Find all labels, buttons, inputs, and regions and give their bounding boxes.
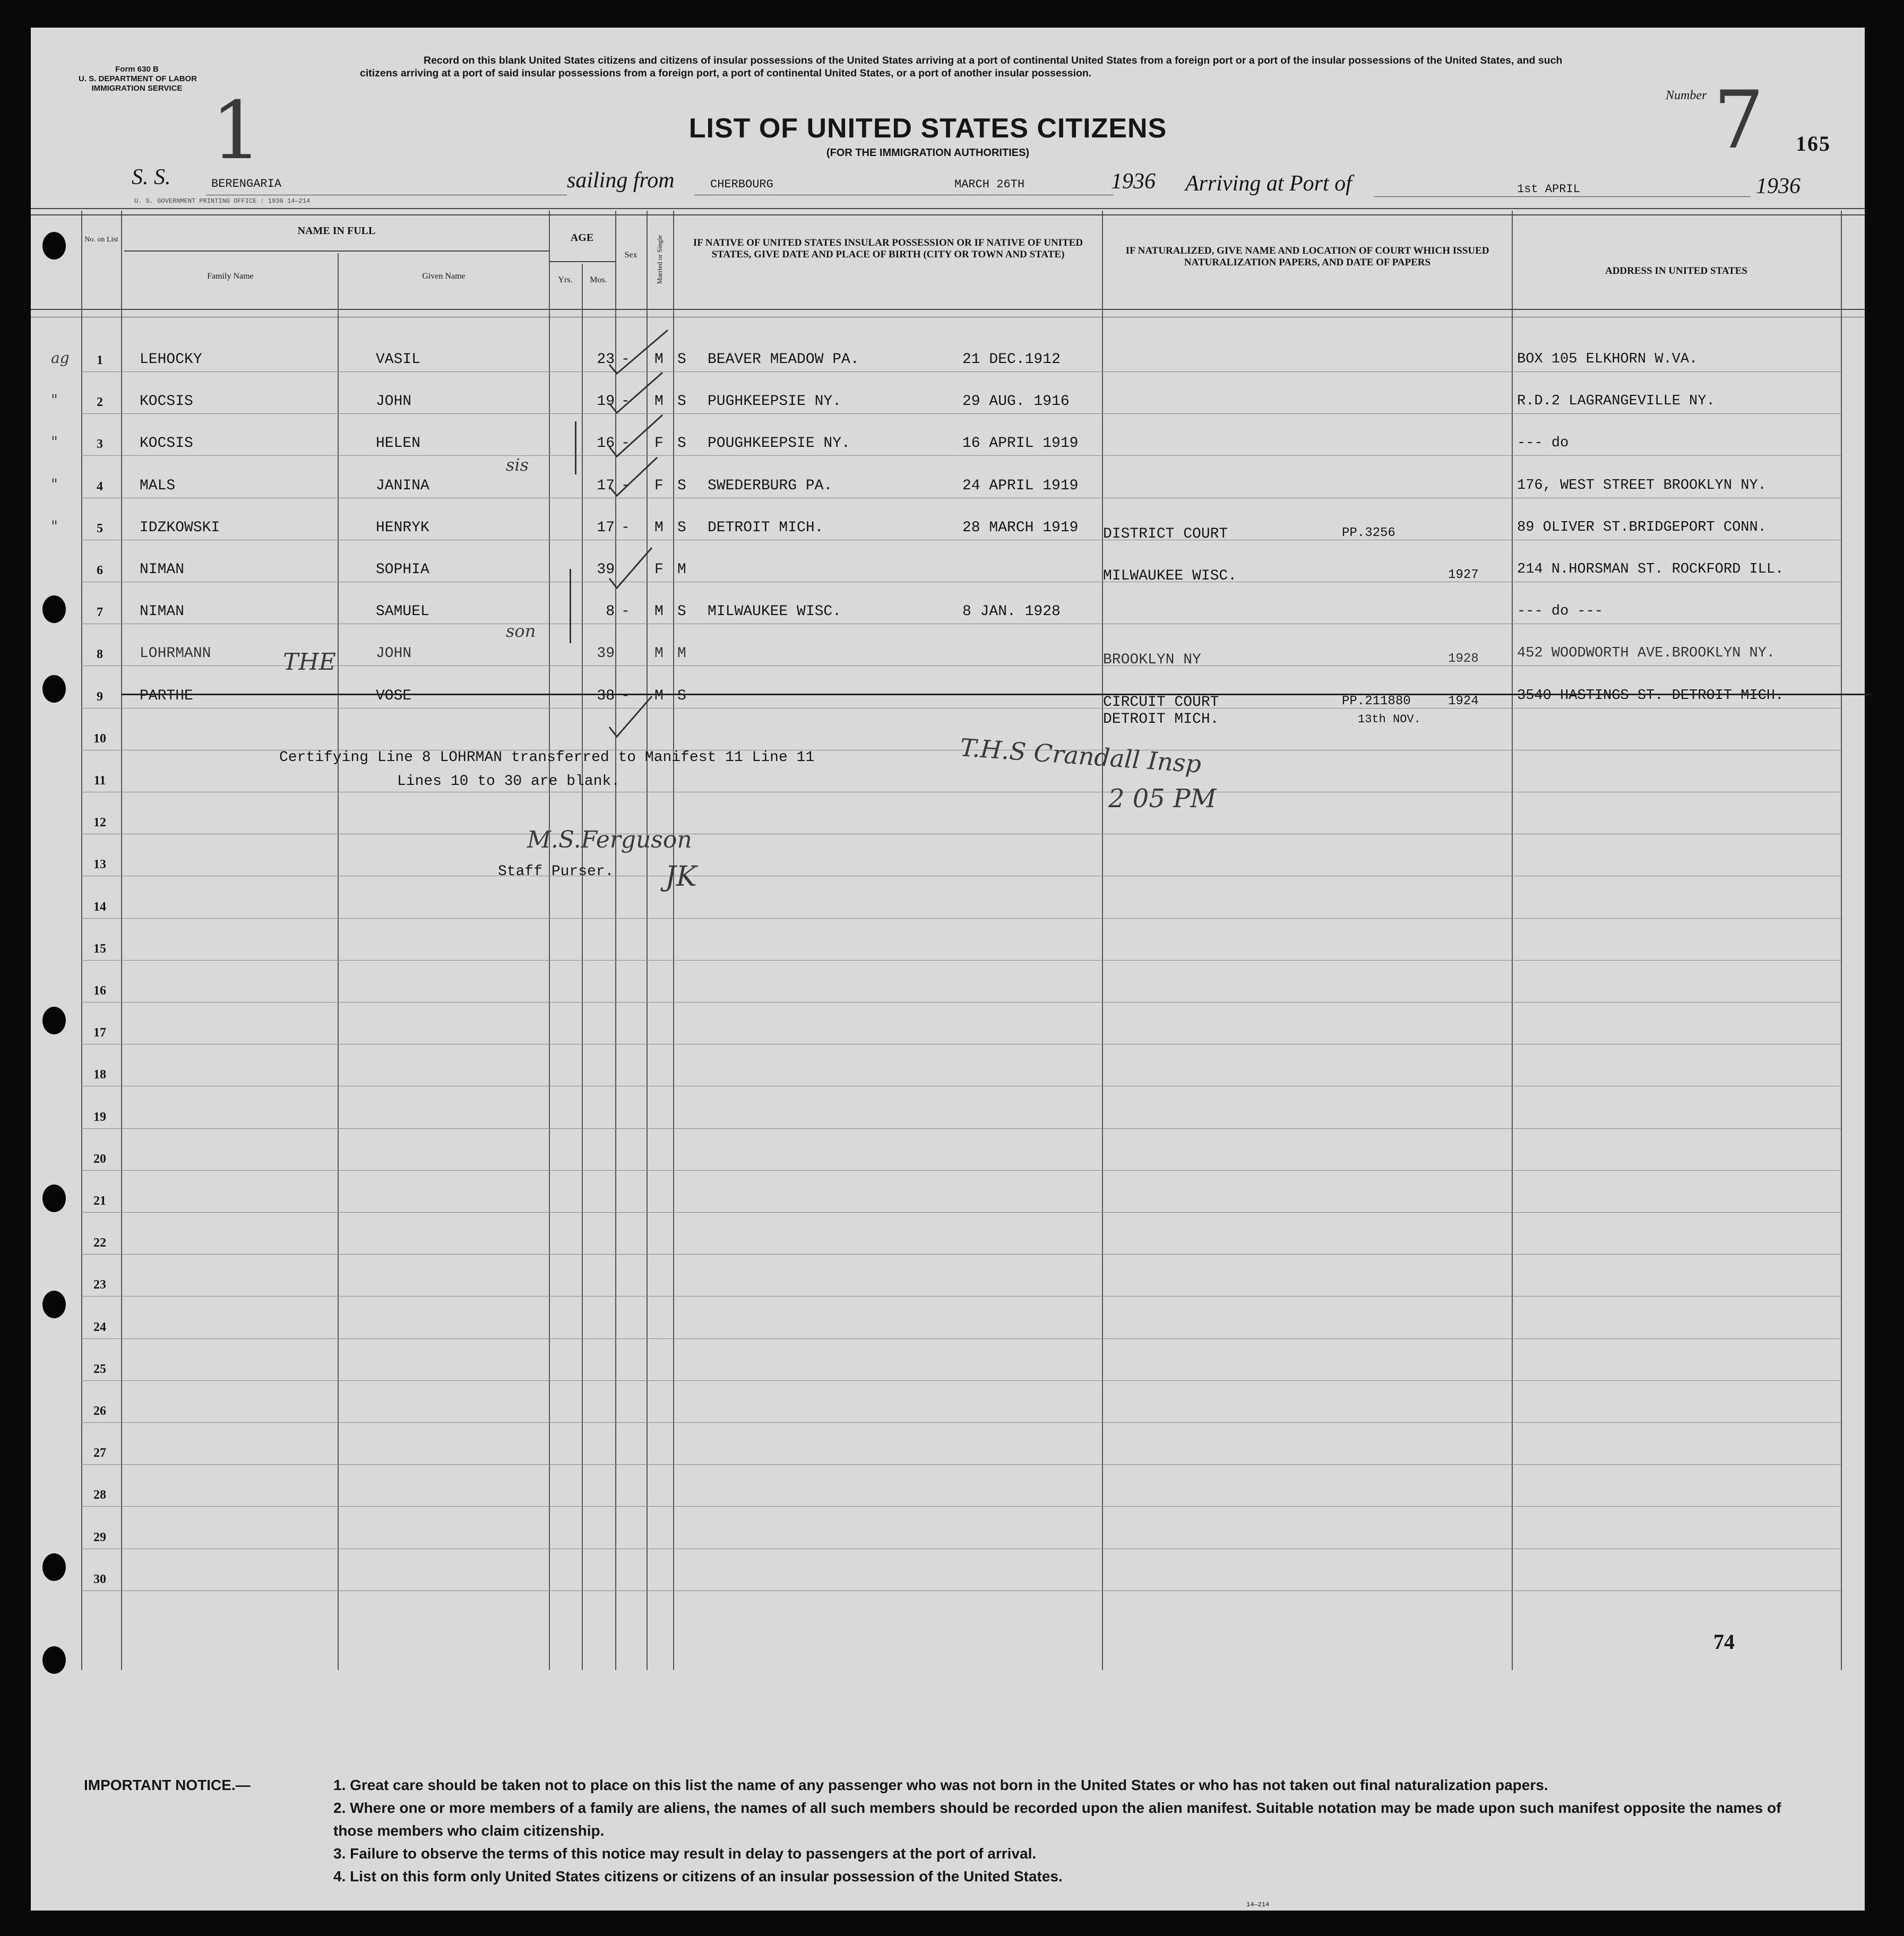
margin-handwritten-mark: 1 — [211, 85, 262, 177]
family-name: NIMAN — [140, 603, 185, 620]
manifest-sheet — [31, 28, 1865, 1911]
marital-status: S — [677, 519, 686, 536]
family-name: LOHRMANN — [140, 645, 211, 662]
helen-relation-note: sis — [506, 455, 529, 475]
line-number: 8 — [97, 647, 103, 662]
age-months: - — [621, 435, 630, 452]
line-number: 19 — [93, 1110, 106, 1124]
header-age: AGE — [570, 232, 594, 244]
naturalization-year: 1924 — [1448, 694, 1479, 708]
punch-hole — [42, 675, 66, 703]
sex: M — [654, 351, 664, 368]
punch-hole — [42, 1553, 66, 1581]
blank-lines-note: Lines 10 to 30 are blank. — [397, 773, 621, 790]
line-number: 30 — [93, 1572, 106, 1586]
row-rule — [81, 1128, 1841, 1129]
check-marks — [604, 325, 678, 739]
notice-item-3: 3. Failure to observe the terms of this notice may result in delay to passengers at the port of arrival. — [333, 1845, 1037, 1862]
given-name: VOSE — [376, 687, 412, 704]
row-rule — [81, 413, 1841, 414]
sex: M — [654, 393, 664, 410]
birth-date: 21 DEC.1912 — [962, 351, 1061, 368]
naturalization-court: CIRCUIT COURT — [1103, 694, 1219, 711]
birth-date: 28 MARCH 1919 — [962, 519, 1079, 536]
row-rule — [81, 960, 1841, 961]
purser-signature: M.S.Ferguson — [527, 826, 692, 853]
header-no-on-list: No. on List — [84, 236, 118, 244]
line-number: 24 — [93, 1320, 106, 1334]
manifest-number: 7 — [1713, 74, 1764, 167]
given-name: JOHN — [376, 393, 412, 410]
arrival-year: 1936 — [1756, 174, 1800, 198]
sex: F — [654, 561, 664, 578]
header-months: Mos. — [590, 275, 607, 284]
row-rule — [81, 1506, 1841, 1507]
given-name: HELEN — [376, 435, 421, 452]
age-years: 16 — [597, 435, 615, 452]
line-number: 15 — [93, 941, 106, 956]
us-address: 452 WOODWORTH AVE.BROOKLYN NY. — [1517, 645, 1776, 662]
age-years: 8 — [606, 603, 615, 620]
line-number: 2 — [97, 395, 103, 410]
line-number: 13 — [93, 858, 106, 872]
margin-ditto-mark: " — [51, 517, 58, 535]
family-name: MALS — [140, 477, 176, 494]
line-number: 4 — [97, 479, 103, 494]
us-address: 176, WEST STREET BROOKLYN NY. — [1517, 477, 1767, 494]
naturalization-ref: PP.3256 — [1342, 525, 1395, 540]
line-number: 23 — [93, 1278, 106, 1292]
age-years: 39 — [597, 561, 615, 578]
row-rule — [81, 1170, 1841, 1171]
ss-label: S. S. — [132, 165, 171, 189]
line-number: 18 — [93, 1068, 106, 1082]
departure-date: MARCH 26TH — [954, 178, 1025, 191]
given-name: SOPHIA — [376, 561, 429, 578]
punch-hole — [42, 595, 66, 623]
birth-date: 24 APRIL 1919 — [962, 477, 1079, 494]
marital-status: S — [677, 351, 686, 368]
age-months: - — [621, 477, 630, 494]
line-number: 6 — [97, 564, 103, 577]
line-number: 29 — [93, 1530, 106, 1544]
header-name-in-full: NAME IN FULL — [297, 225, 376, 237]
marital-status: S — [677, 687, 686, 704]
row-rule — [81, 371, 1841, 372]
marital-status: S — [677, 435, 686, 452]
line-number: 3 — [97, 437, 103, 452]
departure-year: 1936 — [1111, 169, 1156, 194]
naturalization-court: DISTRICT COURT — [1103, 525, 1228, 542]
service-name: IMMIGRATION SERVICE — [91, 84, 183, 93]
header-address: ADDRESS IN UNITED STATES — [1605, 265, 1747, 276]
important-notice — [84, 1774, 1804, 1888]
birth-place: BEAVER MEADOW PA. — [708, 351, 859, 368]
inspector-initials: JK — [665, 861, 697, 893]
line-number: 7 — [97, 606, 103, 620]
header-given-name: Given Name — [422, 272, 466, 281]
punch-hole — [42, 1185, 66, 1212]
row-rule — [81, 1296, 1841, 1297]
margin-ditto-mark: " — [51, 391, 58, 409]
line-8-initials: THE — [283, 649, 336, 676]
arrival-date: 1st APRIL — [1517, 183, 1580, 196]
sex: M — [654, 687, 664, 704]
number-label: Number — [1666, 89, 1707, 102]
row-rule — [81, 918, 1841, 919]
departure-port: CHERBOURG — [710, 178, 773, 191]
line-8-strikethrough — [121, 694, 1873, 695]
row-rule — [81, 455, 1841, 456]
notice-item-1: 1. Great care should be taken not to place on this list the name of any passenger who was not born in the United States or who has not taken out final naturalization papers. — [333, 1777, 1548, 1793]
given-name: HENRYK — [376, 519, 429, 536]
page-stamp: 165 — [1796, 132, 1831, 155]
us-address: --- do --- — [1517, 603, 1604, 620]
us-address: 214 N.HORSMAN ST. ROCKFORD ILL. — [1517, 561, 1784, 577]
notice-heading: IMPORTANT NOTICE.— — [84, 1777, 251, 1793]
bracket-kocsis — [575, 421, 576, 474]
line-number: 21 — [93, 1194, 106, 1208]
page-subtitle: (FOR THE IMMIGRATION AUTHORITIES) — [826, 147, 1030, 159]
birth-date: 16 APRIL 1919 — [962, 435, 1079, 452]
age-years: 23 — [597, 351, 615, 368]
line-number: 14 — [93, 900, 106, 914]
sex: M — [654, 603, 664, 620]
naturalization-ref: PP.211880 — [1342, 694, 1411, 708]
us-address: 3540 HASTINGS ST. DETROIT MICH. — [1517, 687, 1784, 704]
row-rule — [81, 1380, 1841, 1381]
header-birth: IF NATIVE OF UNITED STATES INSULAR POSSESSION OR IF NATIVE OF UNITED STATES, GIVE DATE AND PLACE OF BIRTH (CITY OR TOWN AND STATE) — [693, 237, 1083, 260]
family-name: LEHOCKY — [140, 351, 202, 368]
page-title: LIST OF UNITED STATES CITIZENS — [688, 113, 1167, 144]
inspector-note: T.H.S Crandall Insp — [959, 733, 1202, 779]
line-number: 26 — [93, 1404, 106, 1418]
given-name: JANINA — [376, 477, 429, 494]
naturalization-date: 13th NOV. — [1358, 712, 1421, 726]
line-number: 27 — [93, 1446, 106, 1460]
line-number: 25 — [93, 1362, 106, 1376]
notice-item-4: 4. List on this form only United States citizens or citizens of an insular possession of the United States. — [333, 1868, 1063, 1885]
row-rule — [81, 1254, 1841, 1255]
record-instruction: Record on this blank United States citizens and citizens of insular possessions of the United States arriving at a port of continental United States from a foreign port or a port of the insular possessions of the United States, and such citizens arriving at a port of said insular possessions from a foreign port, a port of continental United States, or a port of another insular possession. — [360, 55, 1563, 79]
birth-place: MILWAUKEE WISC. — [708, 603, 842, 620]
marital-status: M — [677, 645, 686, 662]
purser-title: Staff Purser. — [498, 863, 614, 880]
margin-ditto-mark: ag — [51, 349, 70, 367]
notice-item-2: 2. Where one or more members of a family are aliens, the names of all such members should be recorded upon the alien manifest. Suitable notation may be made upon such manifest opposite the names of those members who claim citizenship. — [333, 1800, 1781, 1839]
family-name: NIMAN — [140, 561, 185, 578]
marital-status: M — [677, 561, 686, 578]
header-years: Yrs. — [558, 275, 573, 284]
sex: F — [654, 477, 664, 494]
us-address: 89 OLIVER ST.BRIDGEPORT CONN. — [1517, 519, 1767, 535]
sex: F — [654, 435, 664, 452]
line-number: 10 — [93, 731, 106, 746]
marital-status: S — [677, 603, 686, 620]
arriving-label: Arriving at Port of — [1185, 171, 1352, 196]
age-years: 19 — [597, 393, 615, 410]
family-name: PARTHE — [140, 687, 193, 704]
header-sex: Sex — [624, 250, 637, 260]
age-months: - — [621, 519, 630, 536]
birth-place: SWEDERBURG PA. — [708, 477, 833, 494]
certification-note: Certifying Line 8 LOHRMAN transferred to Manifest 11 Line 11 — [279, 749, 815, 766]
line-number: 11 — [93, 774, 106, 788]
line-number: 17 — [93, 1026, 106, 1040]
family-name: IDZKOWSKI — [140, 519, 220, 536]
punch-hole — [42, 232, 66, 260]
sailing-from-label: sailing from — [567, 168, 675, 193]
age-months: - — [621, 393, 630, 410]
line-number: 22 — [93, 1236, 106, 1250]
line-number: 12 — [93, 816, 106, 830]
us-address: R.D.2 LAGRANGEVILLE NY. — [1517, 393, 1715, 410]
row-rule — [81, 1422, 1841, 1423]
us-address: --- do — [1517, 435, 1569, 452]
sex: M — [654, 645, 664, 662]
family-name: KOCSIS — [140, 393, 193, 410]
line-number: 28 — [93, 1488, 106, 1502]
family-name: KOCSIS — [140, 435, 193, 452]
age-years: 39 — [597, 645, 615, 662]
naturalization-location: DETROIT MICH. — [1103, 711, 1219, 728]
age-years: 17 — [597, 519, 615, 536]
age-years: 17 — [597, 477, 615, 494]
birth-place: PUGHKEEPSIE NY. — [708, 393, 842, 410]
punch-hole — [42, 1007, 66, 1034]
marital-status: S — [677, 393, 686, 410]
sex: M — [654, 519, 664, 536]
given-name: VASIL — [376, 351, 421, 368]
department-name: U. S. DEPARTMENT OF LABOR — [79, 74, 197, 83]
header-family-name: Family Name — [207, 272, 254, 281]
given-name: SAMUEL — [376, 603, 429, 620]
punch-hole — [42, 1646, 66, 1674]
age-years: 38 — [597, 687, 615, 704]
form-number: Form 630 B — [115, 65, 159, 74]
margin-ditto-mark: " — [51, 475, 58, 493]
birth-place: DETROIT MICH. — [708, 519, 824, 536]
birth-date: 29 AUG. 1916 — [962, 393, 1070, 410]
samuel-relation-note: son — [506, 621, 536, 641]
line-number: 5 — [97, 521, 103, 535]
ship-name: BERENGARIA — [211, 177, 282, 191]
page-total: 74 — [1713, 1630, 1735, 1654]
time-note: 2 05 PM — [1108, 784, 1217, 814]
row-rule — [81, 1464, 1841, 1465]
bracket-niman — [570, 569, 571, 643]
row-rule — [81, 1338, 1841, 1339]
line-number: 1 — [97, 353, 103, 367]
birth-place: POUGHKEEPSIE NY. — [708, 435, 850, 452]
age-months: - — [621, 603, 630, 620]
form-identifier — [79, 65, 195, 93]
birth-date: 8 JAN. 1928 — [962, 603, 1061, 620]
margin-ditto-mark: " — [51, 433, 58, 451]
line-number: 20 — [93, 1152, 106, 1166]
line-number: 9 — [97, 689, 103, 704]
header-naturalized: IF NATURALIZED, GIVE NAME AND LOCATION OF COURT WHICH ISSUED NATURALIZATION PAPERS, AND DATE OF PAPERS — [1125, 245, 1489, 268]
naturalization-court: MILWAUKEE WISC. — [1103, 568, 1237, 584]
given-name: JOHN — [376, 645, 412, 662]
age-months: - — [621, 687, 630, 704]
line-number: 16 — [93, 984, 106, 998]
age-months: - — [621, 351, 630, 368]
row-rule — [81, 1212, 1841, 1213]
printing-office-note: U. S. GOVERNMENT PRINTING OFFICE : 1936 14—214 — [134, 197, 311, 205]
marital-status: S — [677, 477, 686, 494]
naturalization-year: 1927 — [1448, 568, 1479, 582]
header-married-single: Married or Single — [656, 235, 664, 284]
naturalization-court: BROOKLYN NY — [1103, 652, 1201, 669]
us-address: BOX 105 ELKHORN W.VA. — [1517, 351, 1698, 367]
notice-form-code: 14—214 — [1246, 1901, 1270, 1908]
naturalization-year: 1928 — [1448, 652, 1479, 667]
punch-hole — [42, 1291, 66, 1318]
